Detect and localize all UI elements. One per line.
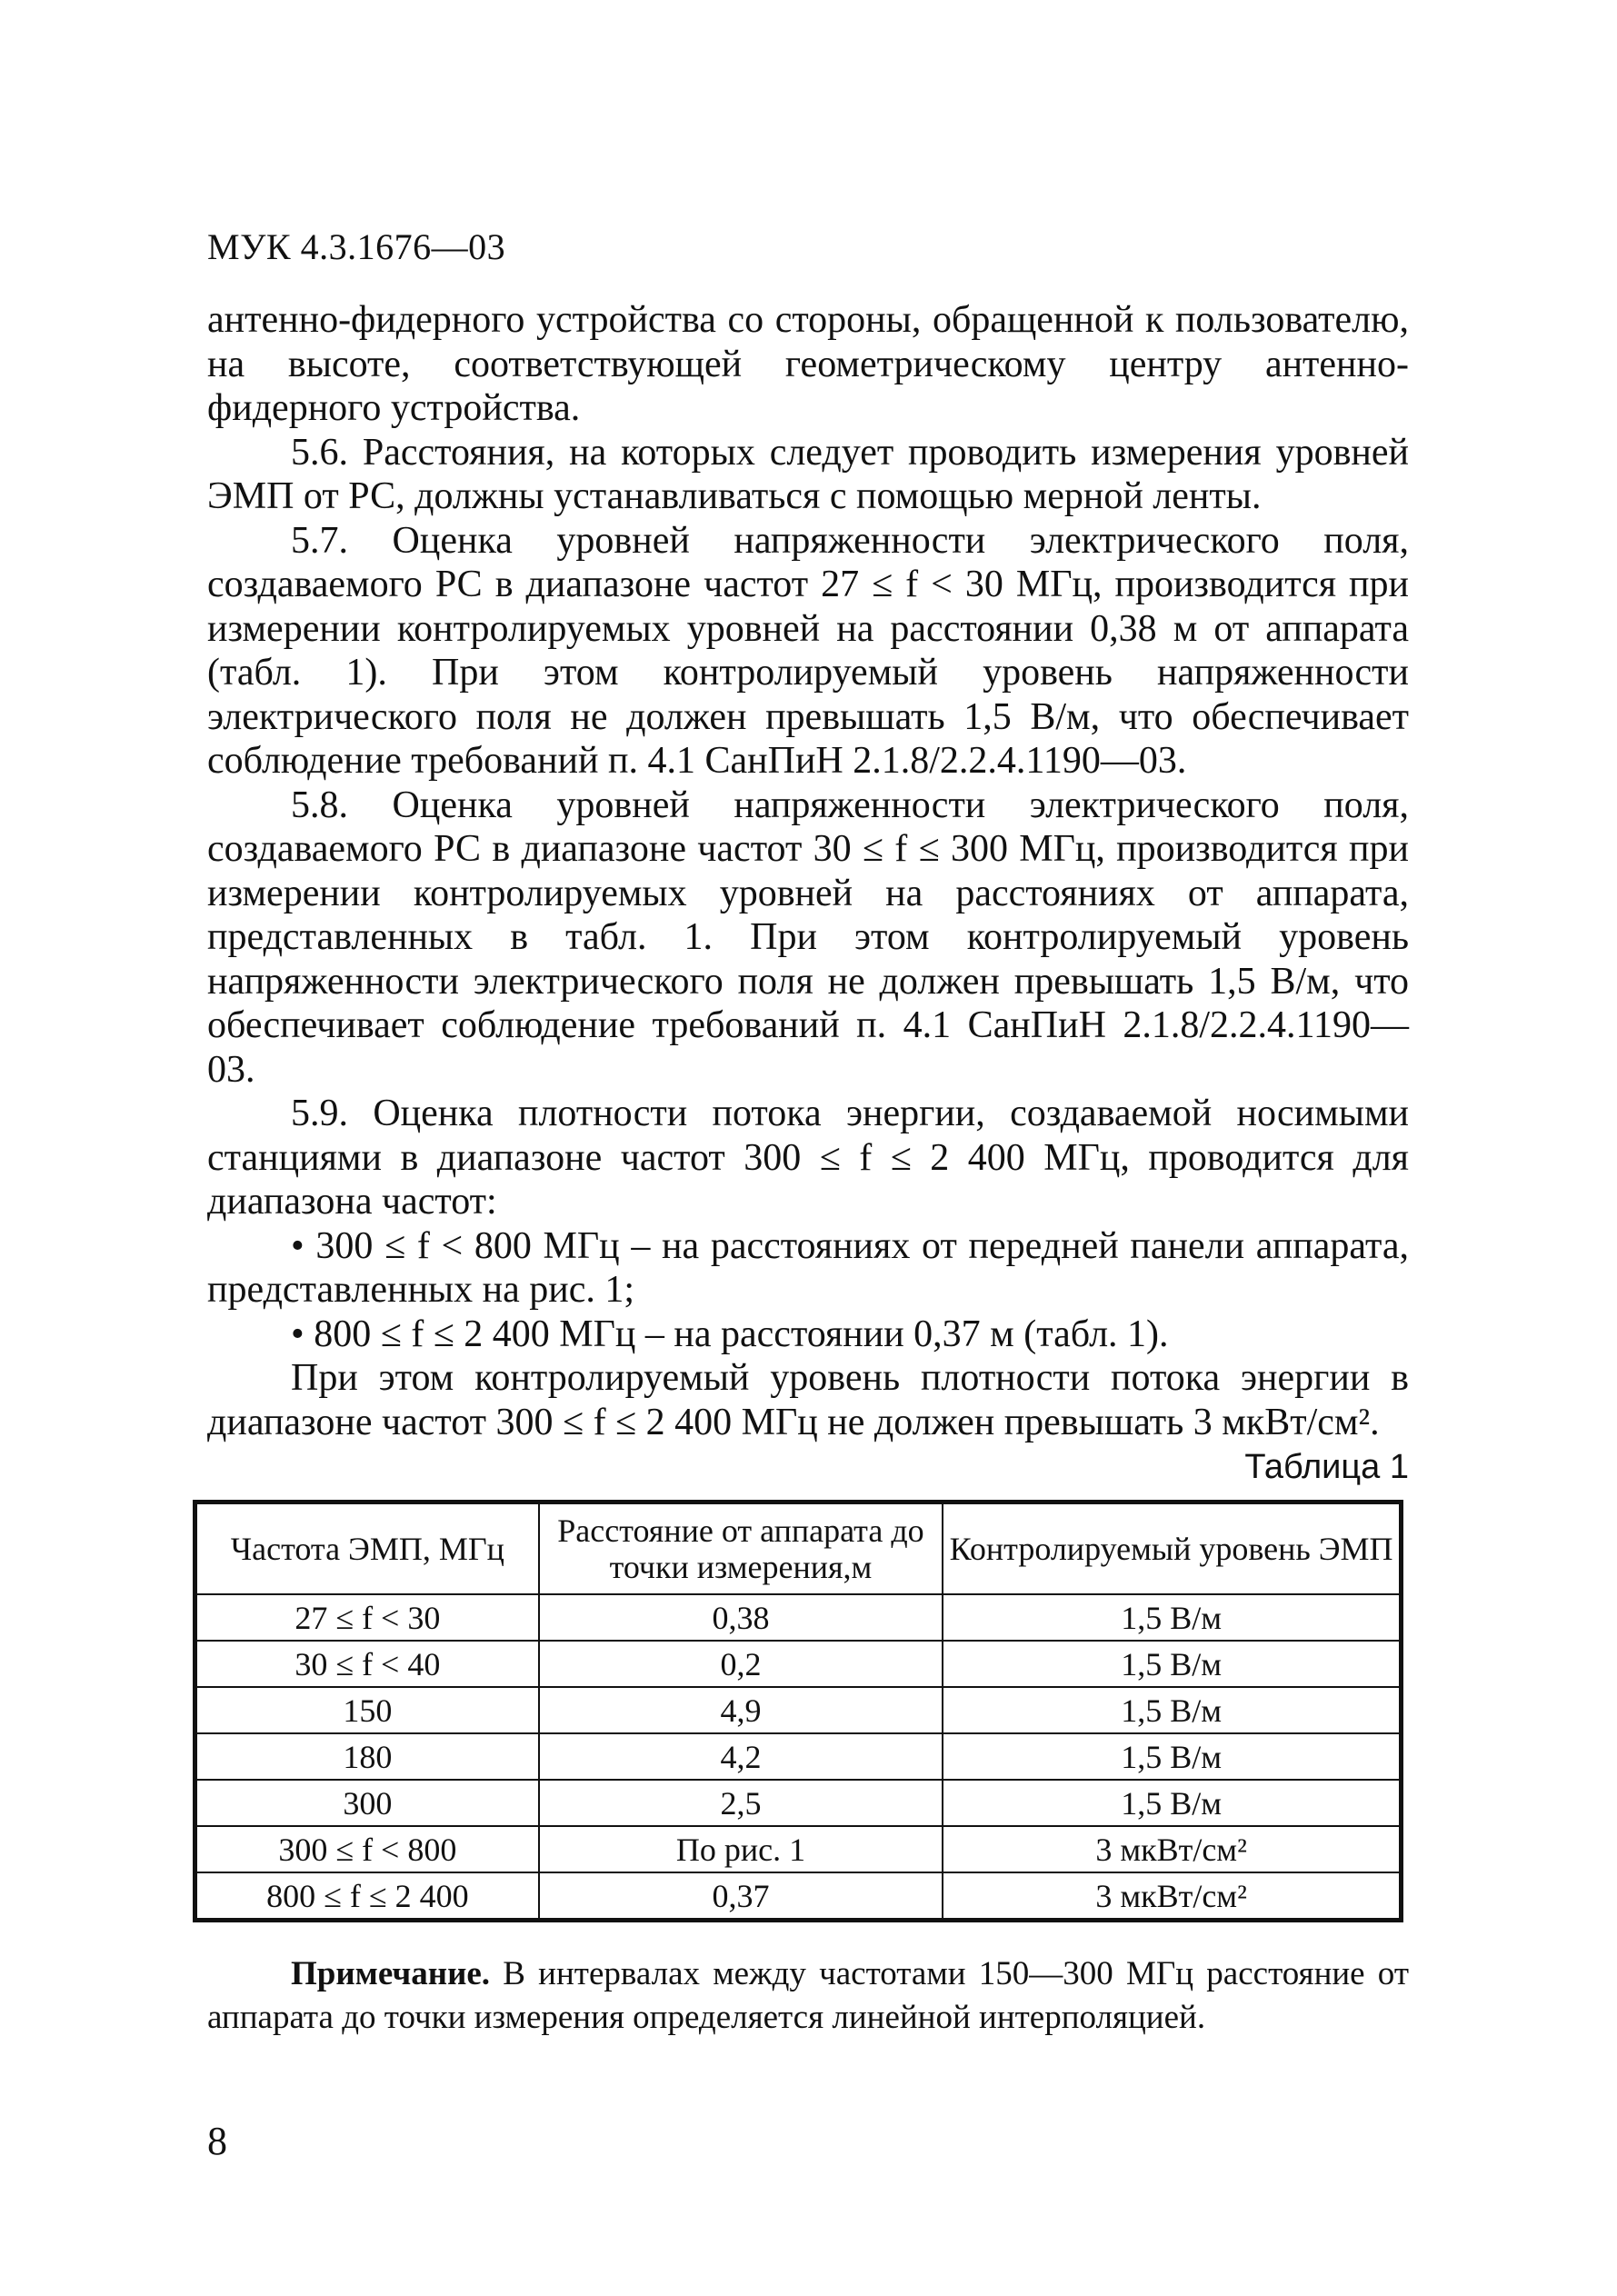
bullet-item-1: • 300 ≤ f < 800 МГц – на расстояниях от передней панели аппарата, представленных на рис. 1; [207, 1224, 1409, 1311]
cell-level: 3 мкВт/см² [943, 1826, 1401, 1872]
paragraph-5-6: 5.6. Расстояния, на которых следует проводить измерения уровней ЭМП от РС, должны устанавливаться с помощью мерной ленты. [207, 431, 1409, 517]
cell-distance: 4,2 [539, 1733, 943, 1780]
bullet-item-2: • 800 ≤ f ≤ 2 400 МГц – на расстоянии 0,37 м (табл. 1). [291, 1313, 1169, 1355]
cell-frequency: 300 ≤ f < 800 [195, 1826, 539, 1872]
header-level: Контролируемый уровень ЭМП [943, 1502, 1401, 1595]
paragraph-5-8: 5.8. Оценка уровней напряженности электрического поля, создаваемого РС в диапазоне частот 30 ≤ f ≤ 300 МГц, производится при измерении контролируемых уровней на расстояниях от аппарата, представленных в табл. 1. При этом контролируемый уровень напряженности электрического поля не должен превышать 1,5 В/м, что обеспечивает соблюдение требований п. 4.1 СанПиН 2.1.8/2.2.4.1190—03. [207, 784, 1409, 1091]
cell-frequency: 150 [195, 1687, 539, 1733]
paragraph-limit: При этом контролируемый уровень плотности потока энергии в диапазоне частот 300 ≤ f ≤ 2 400 МГц не должен превышать 3 мкВт/см². [207, 1357, 1409, 1443]
header-distance: Расстояние от аппарата до точки измерения,м [539, 1502, 943, 1595]
paragraph-continuation: антенно-фидерного устройства со стороны, обращенной к пользователю, на высоте, соответствующей геометрическому центру антенно-фидерного устройства. [207, 299, 1409, 429]
cell-level: 1,5 В/м [943, 1594, 1401, 1641]
table-row [195, 1872, 1402, 1921]
cell-distance: 2,5 [539, 1780, 943, 1826]
cell-level: 1,5 В/м [943, 1641, 1401, 1687]
table-row [195, 1780, 1402, 1826]
paragraph-5-9: 5.9. Оценка плотности потока энергии, создаваемой носимыми станциями в диапазоне частот 300 ≤ f ≤ 2 400 МГц, проводится для диапазона частот: [207, 1093, 1409, 1223]
table-row [195, 1641, 1402, 1687]
cell-distance: 0,38 [539, 1594, 943, 1641]
cell-frequency: 300 [195, 1780, 539, 1826]
cell-distance: 4,9 [539, 1687, 943, 1733]
page-number: 8 [207, 2119, 227, 2163]
table-row [195, 1687, 1402, 1733]
cell-distance: 0,37 [539, 1872, 943, 1921]
cell-level: 1,5 В/м [943, 1780, 1401, 1826]
table-row [195, 1733, 1402, 1780]
table-caption: Таблица 1 [1244, 1448, 1409, 1486]
cell-frequency: 30 ≤ f < 40 [195, 1641, 539, 1687]
document-body [207, 298, 1409, 1444]
header-frequency: Частота ЭМП, МГц [195, 1502, 539, 1595]
table-note [207, 1952, 1409, 2040]
cell-frequency: 800 ≤ f ≤ 2 400 [195, 1872, 539, 1921]
document-header: МУК 4.3.1676—03 [207, 226, 506, 267]
table-1 [193, 1500, 1403, 1922]
table-row [195, 1826, 1402, 1872]
cell-level: 1,5 В/м [943, 1687, 1401, 1733]
cell-frequency: 27 ≤ f < 30 [195, 1594, 539, 1641]
cell-distance: По рис. 1 [539, 1826, 943, 1872]
cell-distance: 0,2 [539, 1641, 943, 1687]
note-label: Примечание. [291, 1955, 491, 1992]
cell-frequency: 180 [195, 1733, 539, 1780]
table-row [195, 1594, 1402, 1641]
table-header-row [195, 1502, 1402, 1595]
note-text: В интервалах между частотами 150—300 МГц расстояние от аппарата до точки измерения определяется линейной интерполяцией. [207, 1955, 1409, 2036]
cell-level: 1,5 В/м [943, 1733, 1401, 1780]
paragraph-5-7: 5.7. Оценка уровней напряженности электрического поля, создаваемого РС в диапазоне частот 27 ≤ f < 30 МГц, производится при измерении контролируемых уровней на расстоянии 0,38 м от аппарата (табл. 1). При этом контролируемый уровень напряженности электрического поля не должен превышать 1,5 В/м, что обеспечивает соблюдение требований п. 4.1 СанПиН 2.1.8/2.2.4.1190—03. [207, 519, 1409, 782]
cell-level: 3 мкВт/см² [943, 1872, 1401, 1921]
